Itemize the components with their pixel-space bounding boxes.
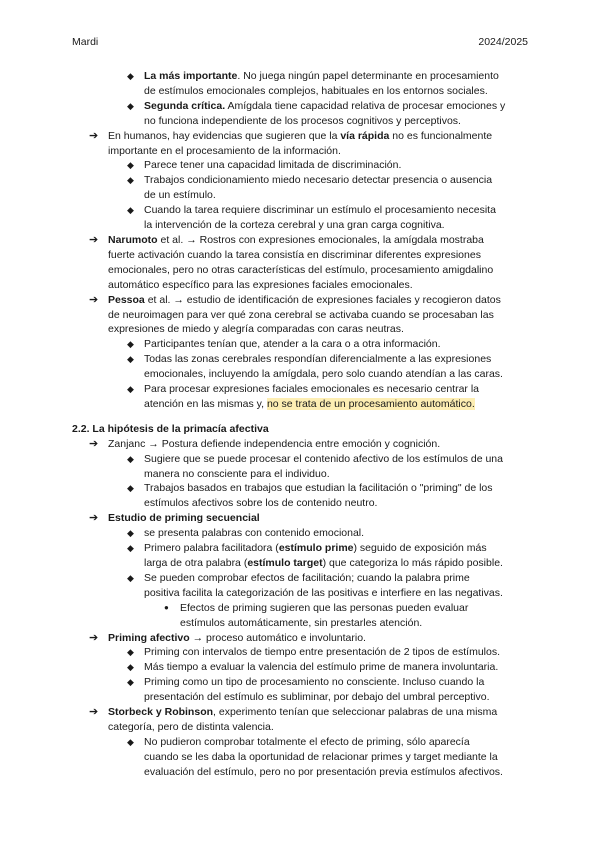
list-item: ◆ Primero palabra facilitadora (estímulo prime) seguido de exposición más bbox=[127, 542, 487, 555]
diamond-bullet-icon: ◆ bbox=[127, 205, 134, 216]
list-item-continuation: la intervención de la corteza cerebral y una gran carga cognitiva. bbox=[144, 219, 445, 232]
diamond-bullet-icon: ◆ bbox=[127, 662, 134, 673]
list-item-continuation: de estímulos emocionales complejos, habituales en los entornos sociales. bbox=[144, 84, 488, 97]
header-year: 2024/2025 bbox=[478, 36, 528, 48]
diamond-bullet-icon: ◆ bbox=[127, 71, 134, 81]
list-item-continuation: atención en las mismas y, no se trata de un procesamiento automático. bbox=[144, 397, 475, 410]
list-item: ➔ Estudio de priming secuencial bbox=[89, 512, 260, 525]
page-header bbox=[72, 36, 528, 50]
list-item-continuation: categoría, pero de distinta valencia. bbox=[108, 720, 274, 733]
list-item-continuation: expresiones de miedo y alegría comparadas con caras neutras. bbox=[108, 323, 404, 336]
diamond-bullet-icon: ◆ bbox=[127, 160, 134, 171]
list-item-continuation: larga de otra palabra (estímulo target) que categoriza lo más rápido posible. bbox=[144, 557, 503, 569]
list-item-continuation: de un estímulo. bbox=[144, 189, 216, 202]
arrow-bullet-icon: ➔ bbox=[89, 233, 99, 246]
list-item-continuation: automático específico para las expresiones faciales emocionales. bbox=[108, 278, 413, 291]
list-item: ◆ Cuando la tarea requiere discriminar un estímulo el procesamiento necesita bbox=[127, 204, 496, 217]
list-item: ➔ Pessoa et al. → estudio de identificación de expresiones faciales y recogieron datos bbox=[89, 293, 501, 306]
list-item: ◆ Parece tener una capacidad limitada de discriminación. bbox=[127, 159, 402, 172]
dot-bullet-icon: ● bbox=[164, 602, 169, 612]
list-item: ◆ Más tiempo a evaluar la valencia del estímulo prime de manera involuntaria. bbox=[127, 661, 499, 674]
list-item: ➔ Narumoto et al. → Rostros con expresiones emocionales, la amígdala mostraba bbox=[89, 233, 484, 246]
list-item-continuation: cuando se les daba la oportunidad de relacionar primes y target mediante la bbox=[144, 750, 498, 763]
list-item-continuation: fuerte activación cuando la tarea consistía en discriminar diferentes expresiones bbox=[108, 248, 481, 261]
list-item: ◆ Trabajos basados en trabajos que estudian la facilitación o "priming" de los bbox=[127, 482, 493, 495]
arrow-bullet-icon: ➔ bbox=[89, 129, 99, 142]
list-item-continuation: no funciona independiente de los procesos cognitivos y perceptivos. bbox=[144, 114, 461, 127]
list-item: ◆ Segunda crítica. Amígdala tiene capacidad relativa de procesar emociones y bbox=[127, 99, 506, 112]
list-item: ◆ Participantes tenían que, atender a la cara o a otra información. bbox=[127, 338, 441, 351]
list-item-continuation: evaluación del estímulo, pero no por presentación previa estímulos afectivos. bbox=[144, 765, 503, 778]
arrow-bullet-icon: ➔ bbox=[89, 437, 99, 450]
list-item-continuation: manera no consciente para el individuo. bbox=[144, 467, 330, 480]
diamond-bullet-icon: ◆ bbox=[127, 483, 134, 494]
list-item: ◆ Todas las zonas cerebrales respondían diferencialmente a las expresiones bbox=[127, 353, 492, 366]
list-item-continuation: presentación del estímulo es subliminar, por debajo del umbral perceptivo. bbox=[144, 691, 490, 704]
list-item: ➔ Zanjanc → Postura defiende independencia entre emoción y cognición. bbox=[89, 437, 441, 450]
list-item-continuation: emocionales, pero no otras características del estímulo, procesamiento amigdalino bbox=[108, 263, 494, 276]
list-item: ◆ Priming como un tipo de procesamiento no consciente. Incluso cuando la bbox=[127, 676, 485, 689]
list-item: ◆ La más importante. No juega ningún papel determinante en procesamiento bbox=[127, 70, 499, 82]
diamond-bullet-icon: ◆ bbox=[127, 384, 134, 395]
list-item: ● Efectos de priming sugieren que las personas pueden evaluar bbox=[164, 601, 469, 614]
header-subject: Mardi bbox=[72, 36, 99, 48]
diamond-bullet-icon: ◆ bbox=[127, 100, 134, 111]
diamond-bullet-icon: ◆ bbox=[127, 736, 134, 747]
list-item: ◆ Sugiere que se puede procesar el contenido afectivo de los estímulos de una bbox=[127, 452, 503, 465]
list-item: ➔ En humanos, hay evidencias que sugieren que la vía rápida no es funcionalmente bbox=[89, 129, 493, 142]
diamond-bullet-icon: ◆ bbox=[127, 339, 134, 350]
diamond-bullet-icon: ◆ bbox=[127, 354, 134, 365]
diamond-bullet-icon: ◆ bbox=[127, 543, 134, 554]
list-item: ◆ se presenta palabras con contenido emocional. bbox=[127, 527, 365, 540]
list-item: ➔ Priming afectivo → proceso automático e involuntario. bbox=[89, 631, 366, 644]
section-title: 2.2. La hipótesis de la primacía afectiva bbox=[72, 422, 269, 435]
list-item: ◆ No pudieron comprobar totalmente el efecto de priming, sólo aparecía bbox=[127, 735, 470, 748]
list-item: ◆ Priming con intervalos de tiempo entre presentación de 2 tipos de estímulos. bbox=[127, 646, 501, 659]
diamond-bullet-icon: ◆ bbox=[127, 647, 134, 658]
diamond-bullet-icon: ◆ bbox=[127, 528, 134, 539]
diamond-bullet-icon: ◆ bbox=[127, 453, 134, 464]
arrow-bullet-icon: ➔ bbox=[89, 293, 99, 306]
arrow-bullet-icon: ➔ bbox=[89, 631, 99, 644]
list-item-continuation: de neuroimagen para ver qué zona cerebral se activaba cuando se procesaban las bbox=[108, 308, 494, 321]
arrow-bullet-icon: ➔ bbox=[89, 706, 99, 719]
list-item: ➔ Storbeck y Robinson, experimento tenían que seleccionar palabras de una misma bbox=[89, 706, 498, 719]
arrow-bullet-icon: ➔ bbox=[89, 512, 99, 525]
list-item: ◆ Trabajos condicionamiento miedo necesario detectar presencia o ausencia bbox=[127, 174, 493, 187]
diamond-bullet-icon: ◆ bbox=[127, 572, 134, 583]
list-item-continuation: importante en el procesamiento de la información. bbox=[108, 144, 341, 157]
list-item-continuation: positiva facilita la categorización de las positivas e interfiere en las negativas. bbox=[144, 586, 503, 599]
document-body bbox=[72, 69, 532, 780]
list-item-continuation: estímulos afectivos sobre los de contenido neutro. bbox=[144, 497, 378, 510]
diamond-bullet-icon: ◆ bbox=[127, 175, 134, 186]
list-item-continuation: estímulos automáticamente, sin prestarles atención. bbox=[180, 616, 423, 629]
highlighted-text: no se trata de un procesamiento automático. bbox=[266, 397, 475, 410]
list-item-continuation: emocionales, incluyendo la amígdala, pero solo cuando atendían a las caras. bbox=[144, 368, 503, 381]
list-item: ◆ Para procesar expresiones faciales emocionales es necesario centrar la bbox=[127, 383, 480, 396]
diamond-bullet-icon: ◆ bbox=[127, 677, 134, 688]
list-item: ◆ Se pueden comprobar efectos de facilitación; cuando la palabra prime bbox=[127, 571, 470, 584]
